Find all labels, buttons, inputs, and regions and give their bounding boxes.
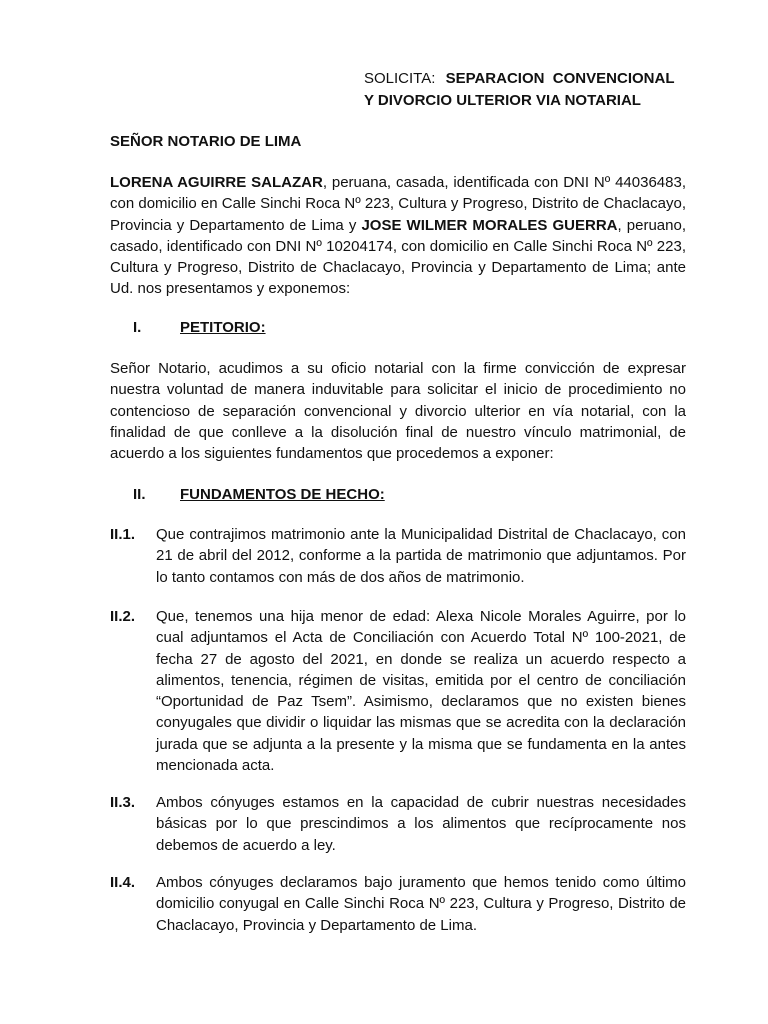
section-heading-petitorio	[133, 318, 266, 338]
applicant-name-2: JOSE WILMER MORALES GUERRA	[361, 216, 618, 234]
item-text: Ambos cónyuges estamos en la capacidad de cubrir nuestras necesidades básicas por lo que prescindimos a los alimentos que recíprocamente nos debemos de acuerdo a ley.	[156, 794, 686, 854]
list-item	[110, 872, 686, 936]
request-title-line1: SEPARACION CONVENCIONAL	[445, 70, 675, 87]
list-item	[110, 792, 686, 856]
section-number: II.	[133, 486, 146, 503]
request-label: SOLICITA:	[364, 70, 436, 87]
item-number: II.4.	[110, 874, 136, 891]
section-heading-fundamentos	[133, 485, 385, 505]
request-title-line2: Y DIVORCIO ULTERIOR VIA NOTARIAL	[364, 92, 641, 109]
intro-paragraph	[110, 172, 686, 300]
intro-text-1: , peruana, casada, identificada con DNI Nº 44036483, con domicilio en Calle Sinchi Roca Nº 223, Cultura y Progreso, Distrito de Chaclacayo, Provincia y Departamento de Lima y	[110, 174, 686, 234]
petitorio-paragraph: Señor Notario, acudimos a su oficio notarial con la firme convicción de expresar nuestra voluntad de manera induvitable para solicitar el inicio de procedimiento no contencioso de separación convencional y divorcio ulterior en vía notarial, con la finalidad de que conlleve a la disolución final de nuestro vínculo matrimonial, de acuerdo a los siguientes fundamentos que procedemos a exponer:	[110, 360, 686, 463]
applicant-name-1: LORENA AGUIRRE SALAZAR	[110, 174, 323, 191]
section-title: PETITORIO:	[180, 319, 266, 336]
item-number: II.1.	[110, 526, 136, 543]
list-item	[110, 606, 686, 776]
list-item	[110, 524, 686, 588]
section-title: FUNDAMENTOS DE HECHO:	[180, 486, 385, 503]
intro-text-2: , peruano, casado, identificado con DNI Nº 10204174, con domicilio en Calle Sinchi Roca Nº 223, Cultura y Progreso, Distrito de Chaclacayo, Provincia y Departamento de Lima; ante Ud. nos presentamos y exponemos:	[110, 216, 686, 298]
item-number: II.2.	[110, 608, 136, 625]
item-number: II.3.	[110, 794, 136, 811]
item-text: Ambos cónyuges declaramos bajo juramento que hemos tenido como último domicilio conyugal en Calle Sinchi Roca Nº 223, Cultura y Progreso, Distrito de Chaclacayo, Provincia y Departamento de Lima.	[156, 874, 686, 934]
addressee: SEÑOR NOTARIO DE LIMA	[110, 133, 302, 150]
item-text: Que contrajimos matrimonio ante la Municipalidad Distrital de Chaclacayo, con 21 de abril del 2012, conforme a la partida de matrimonio que adjuntamos. Por lo tanto contamos con más de dos años de matrimonio.	[156, 526, 686, 586]
section-number: I.	[133, 319, 142, 336]
item-text: Que, tenemos una hija menor de edad: Alexa Nicole Morales Aguirre, por lo cual adjuntamos el Acta de Conciliación con Acuerdo Total Nº 100-2021, de fecha 27 de agosto del 2021, en donde se realiza un acuerdo respecto a alimentos, tenencia, régimen de visitas, emitida por el centro de conciliación “Oportunidad de Paz Tsem”. Asimismo, declaramos que no existen bienes conyugales que dividir o liquidar las mismas que se acredita con la declaración jurada que se adjunta a la presente y la misma que se fundamenta en la antes mencionada acta.	[156, 608, 686, 775]
request-header	[364, 68, 704, 112]
